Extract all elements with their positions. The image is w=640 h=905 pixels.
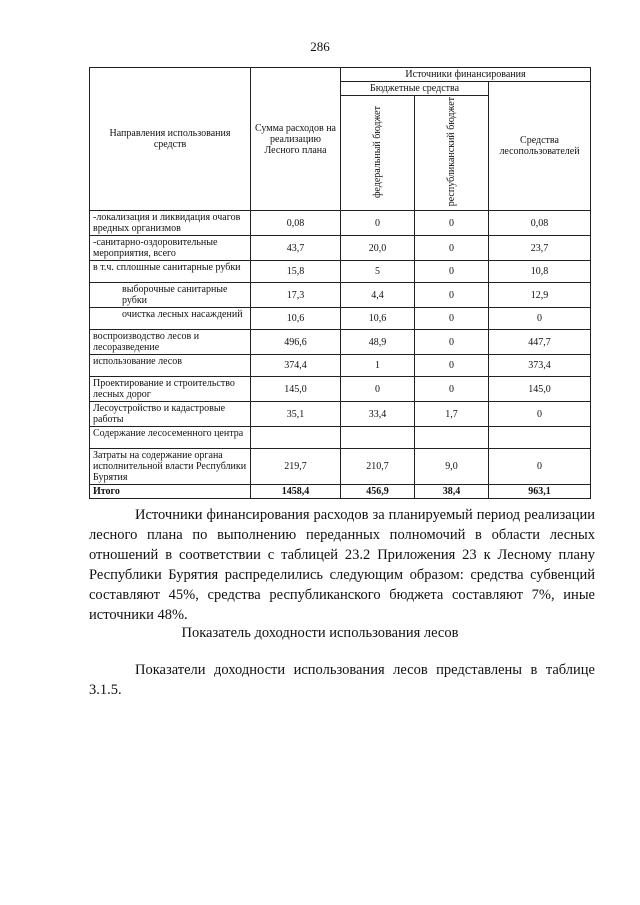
paragraph-financing xyxy=(89,505,595,625)
table-row xyxy=(90,211,591,236)
row-federal: 0 xyxy=(341,377,415,402)
row-sum: 17,3 xyxy=(251,283,341,308)
row-republic: 0 xyxy=(415,261,489,283)
total-republic: 38,4 xyxy=(415,485,489,499)
row-republic: 0 xyxy=(415,308,489,330)
row-sum: 0,08 xyxy=(251,211,341,236)
row-republic: 0 xyxy=(415,330,489,355)
total-federal: 456,9 xyxy=(341,485,415,499)
row-name: Проектирование и строительство лесных дорог xyxy=(90,377,251,402)
row-federal: 20,0 xyxy=(341,236,415,261)
table-row xyxy=(90,283,591,308)
table-row xyxy=(90,355,591,377)
row-sum: 43,7 xyxy=(251,236,341,261)
header-republic-text: республиканский бюджет xyxy=(446,97,457,207)
row-federal: 1 xyxy=(341,355,415,377)
row-users xyxy=(489,427,591,449)
page-number: 286 xyxy=(310,39,330,54)
row-users: 447,7 xyxy=(489,330,591,355)
header-sum: Сумма расходов на реализацию Лесного плана xyxy=(251,68,341,211)
row-name: в т.ч. сплошные санитарные рубки xyxy=(90,261,251,283)
header-sources: Источники финансирования xyxy=(341,68,591,82)
row-sum: 145,0 xyxy=(251,377,341,402)
header-federal xyxy=(341,96,415,211)
row-users: 373,4 xyxy=(489,355,591,377)
row-federal: 5 xyxy=(341,261,415,283)
row-name: Затраты на содержание органа исполнительной власти Республики Бурятия xyxy=(90,449,251,485)
row-sum: 35,1 xyxy=(251,402,341,427)
table-row xyxy=(90,236,591,261)
header-direction: Направления использования средств xyxy=(90,68,251,211)
row-sum: 374,4 xyxy=(251,355,341,377)
row-republic: 0 xyxy=(415,377,489,402)
total-sum: 1458,4 xyxy=(251,485,341,499)
row-federal: 4,4 xyxy=(341,283,415,308)
row-users: 12,9 xyxy=(489,283,591,308)
paragraph-financing-text: Источники финансирования расходов за планируемый период реализации лесного плана по выполнению переданных полномочий в области лесных отношений в соответствии с таблицей 23.2 Приложения 23 к Лесному плану Республики Бурятия распределились следующим образом: средства субвенций составляют 45%, средства республиканского бюджета составляют 7%, иные источники 48%. xyxy=(89,507,595,623)
row-name: выборочные санитарные рубки xyxy=(90,283,251,308)
row-republic: 1,7 xyxy=(415,402,489,427)
row-republic: 9,0 xyxy=(415,449,489,485)
row-sum: 219,7 xyxy=(251,449,341,485)
row-republic: 0 xyxy=(415,211,489,236)
row-users: 0 xyxy=(489,402,591,427)
header-budget: Бюджетные средства xyxy=(341,82,489,96)
row-users: 145,0 xyxy=(489,377,591,402)
row-name: -локализация и ликвидация очагов вредных организмов xyxy=(90,211,251,236)
row-federal xyxy=(341,427,415,449)
row-name: использование лесов xyxy=(90,355,251,377)
row-federal: 33,4 xyxy=(341,402,415,427)
table-row xyxy=(90,402,591,427)
table-row xyxy=(90,261,591,283)
header-users: Средства лесопользователей xyxy=(489,82,591,211)
table-row-total xyxy=(90,485,591,499)
row-users: 10,8 xyxy=(489,261,591,283)
row-name: Лесоустройство и кадастровые работы xyxy=(90,402,251,427)
financing-table-wrapper xyxy=(89,67,590,499)
paragraph-profitability xyxy=(89,660,595,700)
total-name: Итого xyxy=(90,485,251,499)
row-name: Содержание лесосеменного центра xyxy=(90,427,251,449)
row-federal: 10,6 xyxy=(341,308,415,330)
row-republic: 0 xyxy=(415,355,489,377)
table-row xyxy=(90,308,591,330)
row-sum: 15,8 xyxy=(251,261,341,283)
row-republic: 0 xyxy=(415,236,489,261)
header-federal-text: федеральный бюджет xyxy=(372,105,383,198)
row-users: 0,08 xyxy=(489,211,591,236)
row-users: 0 xyxy=(489,308,591,330)
section-heading: Показатель доходности использования лесов xyxy=(181,625,459,641)
row-federal: 210,7 xyxy=(341,449,415,485)
table-row xyxy=(90,330,591,355)
row-republic: 0 xyxy=(415,283,489,308)
header-republic xyxy=(415,96,489,211)
row-name: -санитарно-оздоровительные мероприятия, всего xyxy=(90,236,251,261)
row-name: воспроизводство лесов и лесоразведение xyxy=(90,330,251,355)
table-row xyxy=(90,377,591,402)
row-republic xyxy=(415,427,489,449)
row-sum xyxy=(251,427,341,449)
paragraph-profitability-text: Показатели доходности использования лесов представлены в таблице 3.1.5. xyxy=(89,662,595,698)
table-row xyxy=(90,427,591,449)
row-users: 23,7 xyxy=(489,236,591,261)
row-federal: 48,9 xyxy=(341,330,415,355)
row-sum: 10,6 xyxy=(251,308,341,330)
total-users: 963,1 xyxy=(489,485,591,499)
table-body xyxy=(90,211,591,499)
financing-table xyxy=(89,67,591,499)
row-federal: 0 xyxy=(341,211,415,236)
table-row xyxy=(90,449,591,485)
row-name: очистка лесных насаждений xyxy=(90,308,251,330)
row-sum: 496,6 xyxy=(251,330,341,355)
row-users: 0 xyxy=(489,449,591,485)
